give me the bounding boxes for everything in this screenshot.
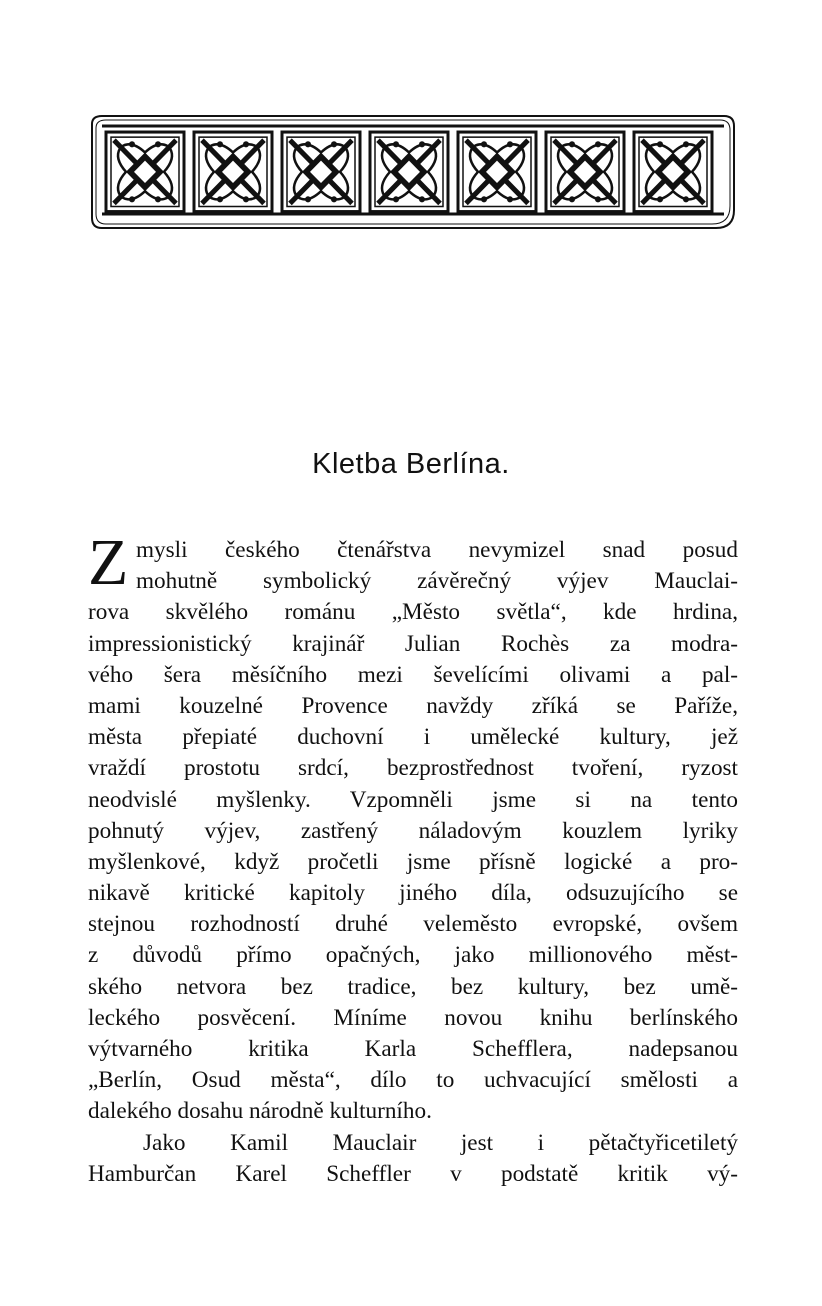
text-line: nikavě kritické kapitoly jiného díla, odsuzujícího se bbox=[88, 880, 738, 907]
chapter-title: Kletba Berlína. bbox=[312, 448, 510, 480]
text-line: neodvislé myšlenky. Vzpomněli jsme si na tento bbox=[88, 786, 738, 813]
text-line: „Berlín, Osud města“, dílo to uchvacující smělosti a bbox=[88, 1067, 738, 1094]
text-line: vraždí prostotu srdcí, bezprostřednost tvoření, ryzost bbox=[88, 755, 738, 782]
text-line: ského netvora bez tradice, bez kultury, bez umě- bbox=[88, 973, 738, 1000]
drop-cap: Z bbox=[88, 526, 129, 599]
text-line: vého šera měsíčního mezi ševelícími olivami a pal- bbox=[88, 661, 738, 688]
text-line: mohutně symbolický závěrečný výjev Mauclai- bbox=[136, 568, 738, 595]
text-line: impressionistický krajinář Julian Rochès za modra- bbox=[88, 630, 738, 657]
text-line: pohnutý výjev, zastřený náladovým kouzlem lyriky bbox=[88, 817, 738, 844]
text-line: stejnou rozhodností druhé veleměsto evropské, ovšem bbox=[88, 911, 738, 938]
text-line: města přepiaté duchovní i umělecké kultury, jež bbox=[88, 724, 738, 751]
text-line: myšlenkové, když pročetli jsme přísně logické a pro- bbox=[88, 848, 738, 875]
ornament-band bbox=[88, 110, 738, 232]
text-line: mysli českého čtenářstva nevymizel snad posud bbox=[136, 537, 738, 563]
text-line: leckého posvěcení. Míníme novou knihu berlínského bbox=[88, 1004, 738, 1031]
text-line: výtvarného kritika Karla Schefflera, nadepsanou bbox=[88, 1036, 738, 1062]
text-line: z důvodů přímo opačných, jako millionového měst- bbox=[88, 942, 738, 969]
text-line: Jako Kamil Mauclair jest i pětačtyřicetiletý bbox=[143, 1129, 738, 1156]
text-line: dalekého dosahu národně kulturního. bbox=[88, 1098, 432, 1125]
text-line: mami kouzelné Provence navždy zříká se Paříže, bbox=[88, 692, 738, 719]
text-line: Hamburčan Karel Scheffler v podstatě kritik vý- bbox=[88, 1160, 738, 1187]
body-text bbox=[88, 535, 738, 1190]
text-line: rova skvělého románu „Město světla“, kde hrdina, bbox=[88, 599, 738, 626]
